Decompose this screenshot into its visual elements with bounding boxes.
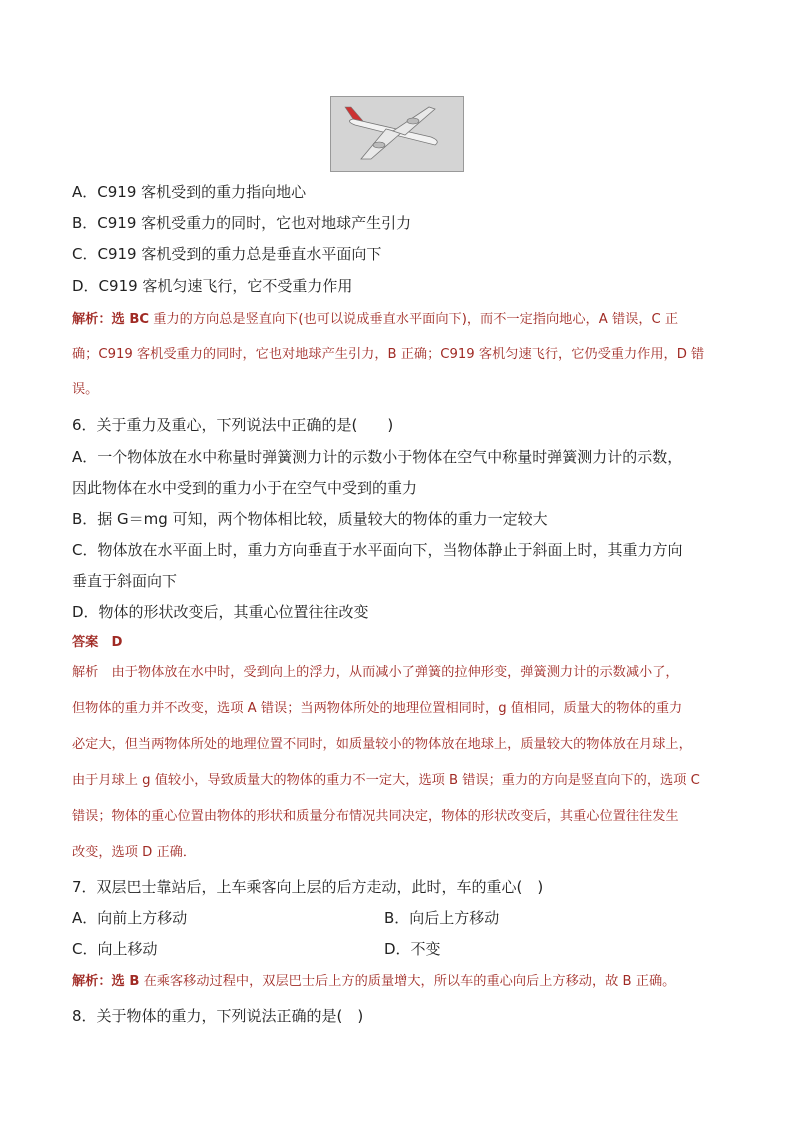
q7-option-d: D．不变	[384, 940, 441, 958]
q6-answer: 答案 D	[72, 635, 123, 650]
q6-solution-line-6: 改变，选项 D 正确．	[72, 845, 197, 860]
q7-solution-key: 解析：选 B	[72, 974, 140, 989]
q6-option-c-cont: 垂直于斜面向下	[72, 572, 178, 590]
airplane-icon	[331, 97, 463, 171]
q5-option-c: C．C919 客机受到的重力总是垂直水平面向下	[72, 245, 382, 263]
q6-option-a: A．一个物体放在水中称量时弹簧测力计的示数小于物体在空气中称量时弹簧测力计的示数，	[72, 448, 683, 466]
q7-option-b: B．向后上方移动	[384, 909, 500, 927]
q6-option-d: D．物体的形状改变后，其重心位置往往改变	[72, 603, 369, 621]
q8-stem: 8．关于物体的重力，下列说法正确的是( )	[72, 1007, 364, 1025]
q6-stem: 6．关于重力及重心，下列说法中正确的是( )	[72, 416, 394, 434]
airplane-photo	[330, 96, 464, 172]
q7-solution-text: 在乘客移动过程中，双层巴士后上方的质量增大，所以车的重心向后上方移动，故 B 正确。	[139, 974, 676, 989]
q5-solution-key: 解析：选 BC	[72, 312, 150, 327]
q7-option-a: A．向前上方移动	[72, 909, 188, 927]
q5-solution-line-1	[72, 311, 678, 329]
q7-option-c: C．向上移动	[72, 940, 158, 958]
q5-solution-text-1: 重力的方向总是竖直向下(也可以说成垂直水平面向下)，而不一定指向地心，A 错误，C 正	[149, 312, 679, 327]
q6-solution-line-2: 但物体的重力并不改变，选项 A 错误；当两物体所处的地理位置相同时，g 值相同，质量大的物体的重力	[72, 701, 683, 716]
q6-option-c: C．物体放在水平面上时，重力方向垂直于水平面向下，当物体静止于斜面上时，其重力方向	[72, 541, 683, 559]
q6-option-b: B．据 G＝mg 可知，两个物体相比较，质量较大的物体的重力一定较大	[72, 510, 548, 528]
q5-solution-line-2: 确；C919 客机受重力的同时，它也对地球产生引力，B 正确；C919 客机匀速飞行，它仍受重力作用，D 错	[72, 347, 705, 362]
q6-solution-line-1: 解析 由于物体放在水中时，受到向上的浮力，从而减小了弹簧的拉伸形变，弹簧测力计的示数减小了，	[72, 665, 679, 680]
q7-stem: 7．双层巴士靠站后，上车乘客向上层的后方走动，此时，车的重心( )	[72, 878, 544, 896]
q7-solution	[72, 973, 675, 991]
q6-solution-line-4: 由于月球上 g 值较小，导致质量大的物体的重力不一定大，选项 B 错误；重力的方向是竖直向下的，选项 C	[72, 773, 700, 788]
q5-solution-line-3: 误。	[72, 382, 99, 397]
q6-solution-line-3: 必定大，但当两物体所处的地理位置不同时，如质量较小的物体放在地球上，质量较大的物体放在月球上，	[72, 737, 692, 752]
q5-option-d: D．C919 客机匀速飞行，它不受重力作用	[72, 277, 353, 295]
q5-option-b: B．C919 客机受重力的同时，它也对地球产生引力	[72, 214, 412, 232]
q5-option-a: A．C919 客机受到的重力指向地心	[72, 183, 307, 201]
q6-option-a-cont: 因此物体在水中受到的重力小于在空气中受到的重力	[72, 479, 418, 497]
q6-solution-line-5: 错误；物体的重心位置由物体的形状和质量分布情况共同决定，物体的形状改变后，其重心位置往往发生	[72, 809, 679, 824]
